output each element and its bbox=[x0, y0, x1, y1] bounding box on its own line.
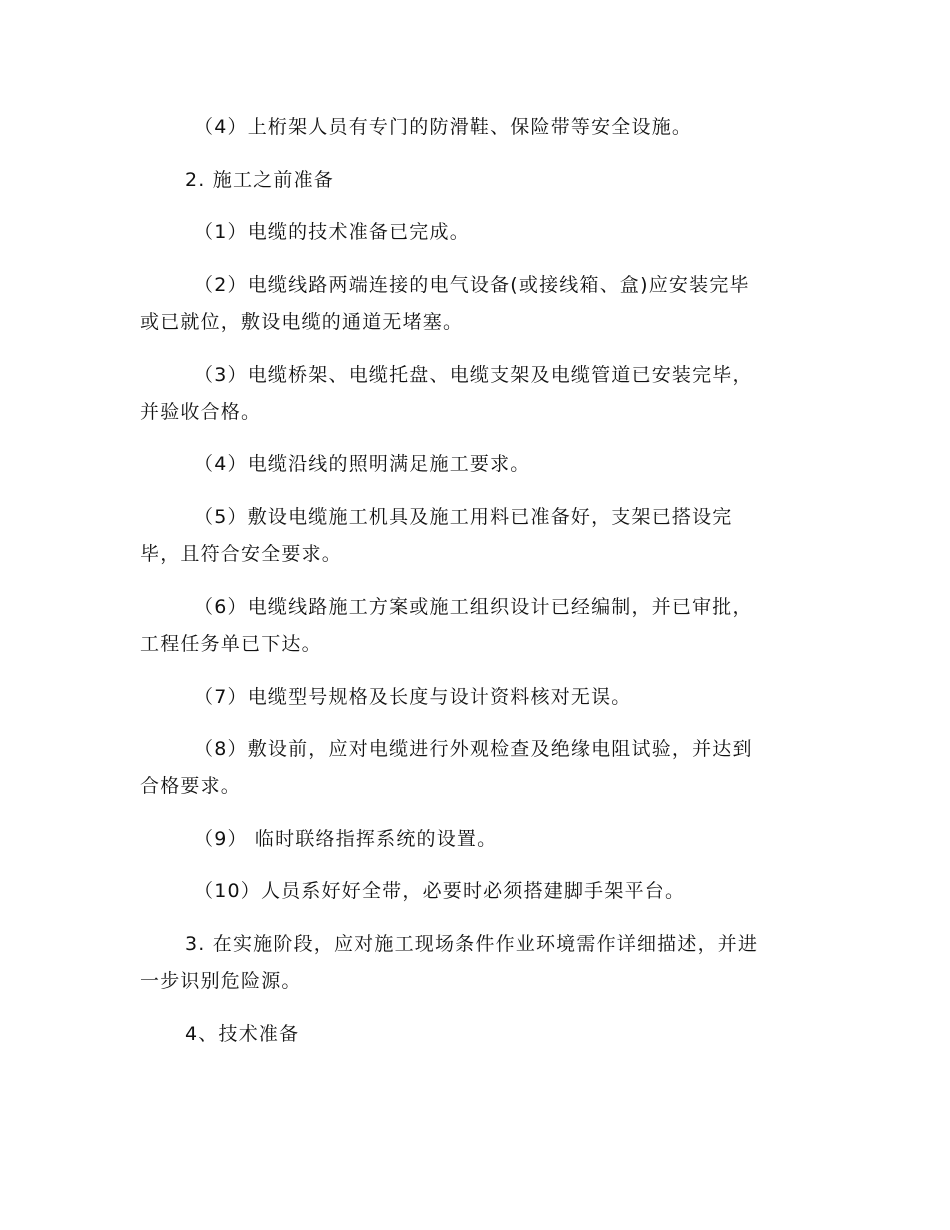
text-line-item-10: （10）人员系好好全带，必要时必须搭建脚手架平台。 bbox=[194, 880, 686, 902]
section-line-3-cont: 一步识别危险源。 bbox=[140, 970, 302, 992]
text-line-item-8-cont: 合格要求。 bbox=[140, 775, 242, 797]
text-line-item-3-cont: 并验收合格。 bbox=[140, 401, 262, 423]
text-line-item-2-cont: 或已就位，敷设电缆的通道无堵塞。 bbox=[140, 311, 464, 333]
text-line-item-1: （1）电缆的技术准备已完成。 bbox=[194, 221, 470, 243]
text-line-item-4: （4）电缆沿线的照明满足施工要求。 bbox=[194, 453, 531, 475]
text-line-item-2: （2）电缆线路两端连接的电气设备(或接线箱、盒)应安装完毕 bbox=[194, 274, 750, 296]
section-heading-2: 2. 施工之前准备 bbox=[185, 169, 334, 191]
section-heading-4: 4、技术准备 bbox=[185, 1023, 300, 1045]
text-line-item-6-cont: 工程任务单已下达。 bbox=[140, 633, 322, 655]
text-line-item-9: （9） 临时联络指挥系统的设置。 bbox=[194, 828, 498, 850]
text-line-item-4-safety: （4）上桁架人员有专门的防滑鞋、保险带等安全设施。 bbox=[194, 116, 693, 138]
text-line-item-8: （8）敷设前，应对电缆进行外观检查及绝缘电阻试验，并达到 bbox=[194, 738, 753, 760]
text-line-item-5: （5）敷设电缆施工机具及施工用料已准备好，支架已搭设完 bbox=[194, 506, 733, 528]
section-line-3: 3. 在实施阶段，应对施工现场条件作业环境需作详细描述，并进 bbox=[185, 933, 759, 955]
text-line-item-3: （3）电缆桥架、电缆托盘、电缆支架及电缆管道已安装完毕， bbox=[194, 364, 753, 386]
text-line-item-6: （6）电缆线路施工方案或施工组织设计已经编制，并已审批， bbox=[194, 596, 753, 618]
text-line-item-5-cont: 毕，且符合安全要求。 bbox=[140, 543, 343, 565]
text-line-item-7: （7）电缆型号规格及长度与设计资料核对无误。 bbox=[194, 686, 632, 708]
